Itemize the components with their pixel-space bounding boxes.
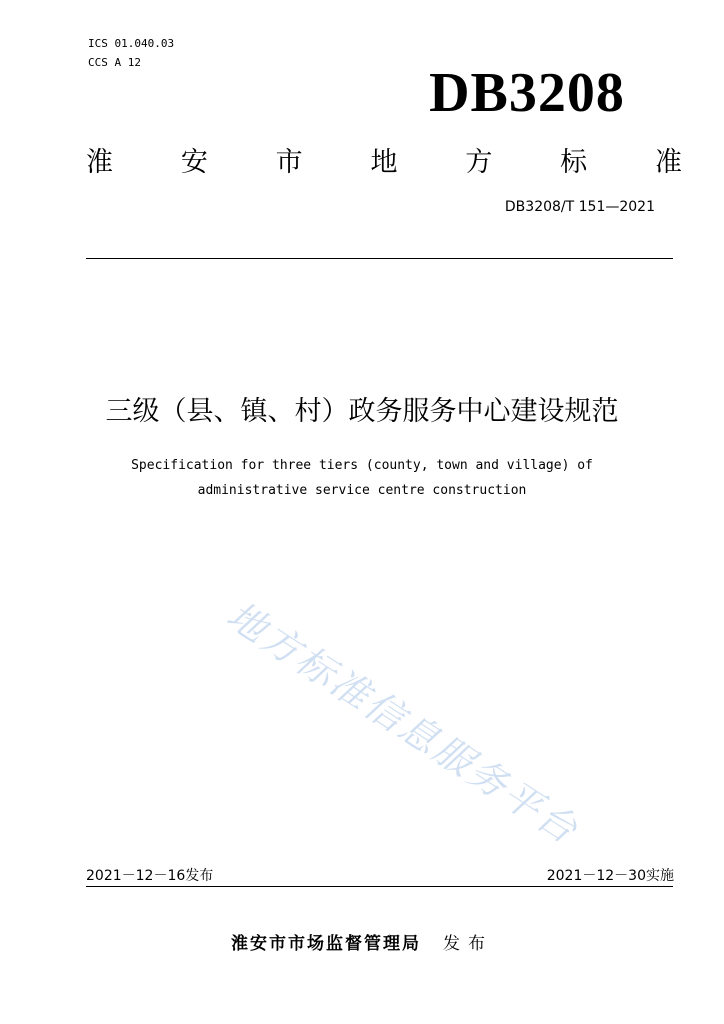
standard-type-heading (86, 141, 682, 177)
implementation-date: 2021－12－30实施 (546, 868, 674, 884)
standard-type-char: 市 (275, 146, 303, 178)
bottom-divider (86, 886, 673, 887)
issuer-name: 淮安市市场监督管理局 (231, 934, 421, 954)
standard-type-char: 标 (560, 146, 588, 178)
issuer-verb: 发布 (443, 934, 493, 954)
standard-type-char: 淮 (86, 146, 113, 178)
ccs-code: CCS A 12 (88, 56, 141, 69)
title-english-line-2: administrative service centre construction (197, 483, 527, 498)
watermark: 地方标准信息服务平台 (219, 592, 587, 854)
ics-code: ICS 01.040.03 (88, 37, 175, 50)
standard-type-char: 安 (180, 146, 208, 178)
standard-number: DB3208/T 151—2021 (504, 199, 655, 215)
top-divider (86, 258, 673, 259)
issue-date: 2021－12－16发布 (86, 868, 214, 884)
issuer-line (0, 932, 724, 956)
title-english-line-1: Specification for three tiers (county, town and village) of (131, 458, 593, 473)
standard-type-char: 准 (654, 146, 682, 178)
standard-type-char: 方 (465, 146, 493, 178)
db-code-logo: DB3208 (429, 62, 625, 124)
title-chinese: 三级（县、镇、村）政务服务中心建设规范 (105, 396, 619, 427)
standard-type-char: 地 (370, 146, 398, 178)
